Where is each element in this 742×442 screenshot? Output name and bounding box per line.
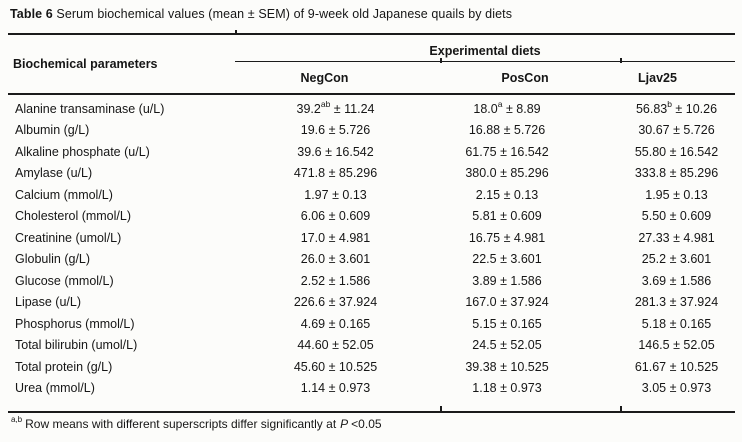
value-cell: 5.15 ± 0.165 bbox=[472, 316, 542, 331]
value-cell: 3.89 ± 1.586 bbox=[472, 273, 542, 288]
value-cell: 1.18 ± 0.973 bbox=[472, 381, 542, 396]
table-row bbox=[8, 163, 735, 185]
table-row bbox=[8, 292, 735, 314]
param-cell: Calcium (mmol/L) bbox=[15, 187, 113, 202]
footnote-p-symbol: P bbox=[340, 417, 349, 431]
group-header-experimental-diets: Experimental diets bbox=[235, 35, 735, 62]
column-header-ljav25: Ljav25 bbox=[638, 70, 677, 85]
value-cell: 1.97 ± 0.13 bbox=[304, 187, 367, 202]
value-cell: 5.50 ± 0.609 bbox=[641, 209, 712, 224]
value-cell: 18.0$^a$ ± 8.89 bbox=[473, 98, 541, 116]
column-divider-tick bbox=[620, 58, 622, 63]
significance-superscript: a bbox=[497, 98, 503, 109]
column-divider-tick bbox=[235, 30, 237, 35]
value-cell: 45.60 ± 10.525 bbox=[293, 359, 378, 374]
param-cell: Phosphorus (mmol/L) bbox=[15, 316, 135, 331]
table-row bbox=[8, 227, 735, 249]
footnote-p-value: <0.05 bbox=[351, 417, 382, 431]
param-cell: Albumin (g/L) bbox=[15, 123, 90, 138]
param-cell: Glucose (mmol/L) bbox=[15, 273, 114, 288]
column-divider-tick bbox=[620, 406, 622, 411]
param-cell: Creatinine (umol/L) bbox=[15, 230, 122, 245]
table-number: Table 6 bbox=[10, 7, 53, 21]
value-cell: 2.15 ± 0.13 bbox=[475, 187, 539, 202]
value-cell: 55.80 ± 16.542 bbox=[634, 144, 719, 159]
value-cell: 22.5 ± 3.601 bbox=[472, 252, 542, 267]
param-column-header: Biochemical parameters bbox=[13, 57, 158, 71]
value-cell: 1.95 ± 0.13 bbox=[645, 187, 708, 202]
param-cell: Lipase (u/L) bbox=[15, 295, 82, 310]
param-cell: Total protein (g/L) bbox=[15, 359, 113, 374]
column-header-negcon: NegCon bbox=[300, 70, 349, 85]
value-cell: 44.60 ± 52.05 bbox=[297, 338, 374, 353]
significance-superscript: ab bbox=[320, 98, 331, 109]
value-cell: 16.88 ± 5.726 bbox=[468, 123, 546, 138]
table-row bbox=[8, 120, 735, 142]
value-cell: 1.14 ± 0.973 bbox=[300, 381, 371, 396]
value-cell: 226.6 ± 37.924 bbox=[293, 295, 378, 310]
value-cell: 24.5 ± 52.05 bbox=[472, 338, 542, 353]
param-cell: Urea (mmol/L) bbox=[15, 381, 95, 396]
table-row bbox=[8, 378, 735, 400]
table-caption bbox=[10, 7, 512, 21]
table-caption-text: Serum biochemical values (mean ± SEM) of 9-week old Japanese quails by diets bbox=[52, 7, 513, 21]
value-cell: 39.2$^{ab}$ ± 11.24 bbox=[296, 98, 375, 116]
table-row bbox=[8, 206, 735, 228]
table-row bbox=[8, 141, 735, 163]
value-cell: 380.0 ± 85.296 bbox=[465, 166, 549, 181]
data-table bbox=[8, 33, 735, 413]
param-cell: Alanine transaminase (u/L) bbox=[15, 101, 165, 116]
value-cell: 471.8 ± 85.296 bbox=[293, 166, 378, 181]
significance-superscript: b bbox=[667, 98, 672, 109]
value-cell: 56.83$^b$ ± 10.26 bbox=[635, 98, 718, 116]
value-cell: 19.6 ± 5.726 bbox=[300, 123, 371, 138]
value-cell: 39.6 ± 16.542 bbox=[297, 144, 374, 159]
value-cell: 27.33 ± 4.981 bbox=[638, 230, 715, 245]
value-cell: 16.75 ± 4.981 bbox=[468, 230, 546, 245]
footnote-superscript: a,b bbox=[11, 415, 23, 424]
value-cell: 3.05 ± 0.973 bbox=[641, 381, 712, 396]
value-cell: 146.5 ± 52.05 bbox=[638, 338, 715, 353]
column-divider-tick bbox=[440, 58, 442, 63]
value-cell: 39.38 ± 10.525 bbox=[465, 359, 549, 374]
param-cell: Amylase (u/L) bbox=[15, 166, 93, 181]
value-cell: 3.69 ± 1.586 bbox=[641, 273, 712, 288]
value-cell: 2.52 ± 1.586 bbox=[300, 273, 371, 288]
value-cell: 6.06 ± 0.609 bbox=[300, 209, 371, 224]
value-cell: 17.0 ± 4.981 bbox=[300, 230, 371, 245]
table-row bbox=[8, 356, 735, 378]
table-row bbox=[8, 313, 735, 335]
value-cell: 5.18 ± 0.165 bbox=[641, 316, 712, 331]
table-row bbox=[8, 249, 735, 271]
param-cell: Alkaline phosphate (u/L) bbox=[15, 144, 150, 159]
footnote-text: Row means with different superscripts differ significantly at bbox=[25, 417, 337, 431]
table-row bbox=[8, 335, 735, 357]
table-row bbox=[8, 184, 735, 206]
table-footnote bbox=[11, 416, 382, 431]
table-header bbox=[8, 35, 735, 95]
value-cell: 167.0 ± 37.924 bbox=[465, 295, 549, 310]
value-cell: 333.8 ± 85.296 bbox=[634, 166, 719, 181]
param-cell: Total bilirubin (umol/L) bbox=[15, 338, 138, 353]
value-cell: 281.3 ± 37.924 bbox=[634, 295, 719, 310]
param-cell: Globulin (g/L) bbox=[15, 252, 91, 267]
value-cell: 30.67 ± 5.726 bbox=[638, 123, 715, 138]
value-cell: 5.81 ± 0.609 bbox=[472, 209, 542, 224]
value-cell: 61.75 ± 16.542 bbox=[465, 144, 549, 159]
param-cell: Cholesterol (mmol/L) bbox=[15, 209, 132, 224]
value-cell: 25.2 ± 3.601 bbox=[641, 252, 712, 267]
table-row bbox=[8, 270, 735, 292]
table-body bbox=[8, 95, 735, 411]
column-header-poscon: PosCon bbox=[501, 70, 549, 85]
column-divider-tick bbox=[440, 406, 442, 411]
value-cell: 26.0 ± 3.601 bbox=[300, 252, 371, 267]
value-cell: 4.69 ± 0.165 bbox=[300, 316, 371, 331]
value-cell: 61.67 ± 10.525 bbox=[634, 359, 719, 374]
table-row bbox=[8, 98, 735, 120]
